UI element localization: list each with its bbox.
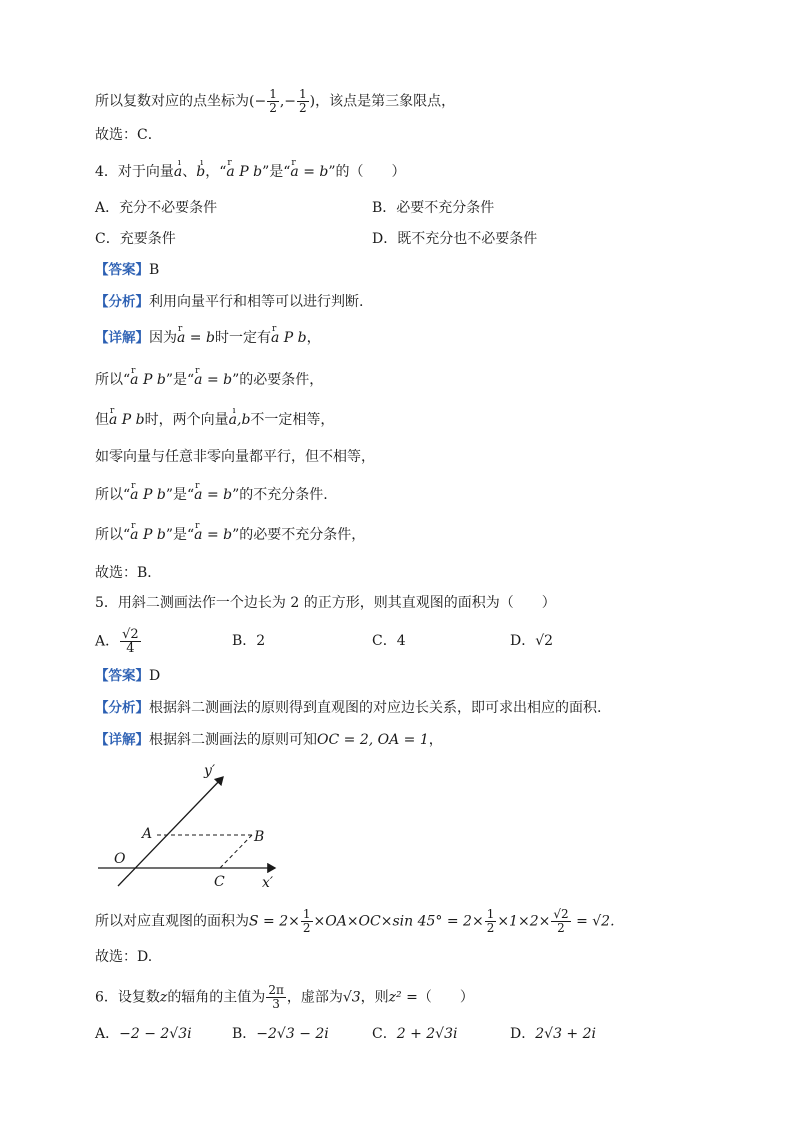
q4-option-c: C．充要条件 — [95, 231, 176, 247]
q4-detail-3: 但r a P b时，两个向量ı a,b不一定相等， — [95, 410, 334, 430]
q4-detail-6: 所以“r a P b”是“r a = b”的必要不充分条件， — [95, 525, 365, 545]
q4-analysis: 【分析】利用向量平行和相等可以进行判断. — [95, 294, 364, 310]
label-a: A — [142, 826, 153, 842]
q5-option-d: D．√2 — [510, 633, 554, 649]
q4-answer: 【答案】B — [95, 262, 160, 278]
question-5: 5．用斜二测画法作一个边长为 2 的正方形，则其直观图的面积为（ ） — [95, 595, 556, 611]
q4-detail-5: 所以“r a P b”是“r a = b”的不充分条件. — [95, 485, 328, 505]
label-x-prime: x′ — [262, 875, 274, 891]
coordinate-line: 所以复数对应的点坐标为(− $\frac{1}{2}$ ,− $\frac{1}{2}$ )，该点是第三象限点， — [95, 87, 456, 115]
q4-option-d: D．既不充分也不必要条件 — [372, 231, 538, 247]
label-b: B — [254, 829, 265, 845]
q4-detail-2: 所以“r a P b”是“r a = b”的必要条件， — [95, 370, 323, 390]
q5-analysis: 【分析】根据斜二测画法的原则得到直观图的对应边长关系，即可求出相应的面积. — [95, 700, 602, 716]
area-formula: 所以对应直观图的面积为S = 2× $\frac{1}{2}$ ×OA×OC×sin 45° = 2× $\frac{1}{2}$ ×1×2× $\frac{√2}{2}$ = √2. — [95, 907, 615, 935]
q4-detail-1: 【详解】因为r a = b时一定有r a P b， — [95, 328, 321, 348]
q5-option-b: B．2 — [232, 633, 266, 649]
q5-answer: 【答案】D — [95, 668, 161, 684]
question-4: 4．对于向量ı a、ı b，“r a P b”是“r a = b”的（ ） — [95, 162, 406, 182]
q5-option-c: C．4 — [372, 633, 406, 649]
q6-option-c: C．2 + 2√3i — [372, 1026, 458, 1042]
question-6: 6．设复数z的辐角的主值为 $\frac{2\pi}{3}$ ，虚部为√3，则z² =（ ） — [95, 983, 474, 1011]
label-y-prime: y′ — [204, 763, 216, 779]
fraction: $\frac{1}{2}$ — [299, 87, 307, 115]
q5-detail: 【详解】根据斜二测画法的原则可知OC = 2, OA = 1， — [95, 732, 443, 748]
oblique-projection-figure — [90, 755, 290, 895]
label-o: O — [114, 851, 126, 867]
y-axis — [118, 777, 223, 886]
selection-line: 故选：C． — [95, 127, 162, 143]
q4-option-a: A．充分不必要条件 — [95, 200, 218, 216]
q6-option-d: D．2√3 + 2i — [510, 1026, 596, 1042]
label-c: C — [214, 874, 225, 890]
fraction: $\frac{1}{2}$ — [269, 87, 277, 115]
segment-bc — [220, 835, 252, 868]
q4-detail-4: 如零向量与任意非零向量都平行，但不相等， — [95, 449, 375, 465]
q4-selection: 故选：B． — [95, 565, 162, 581]
q6-option-b: B．−2√3 − 2i — [232, 1026, 329, 1042]
q5-option-a: A． $\frac{√2}{4}$ — [95, 627, 139, 656]
q4-option-b: B．必要不充分条件 — [372, 200, 495, 216]
q6-option-a: A．−2 − 2√3i — [95, 1026, 192, 1042]
q5-selection: 故选：D. — [95, 949, 153, 965]
